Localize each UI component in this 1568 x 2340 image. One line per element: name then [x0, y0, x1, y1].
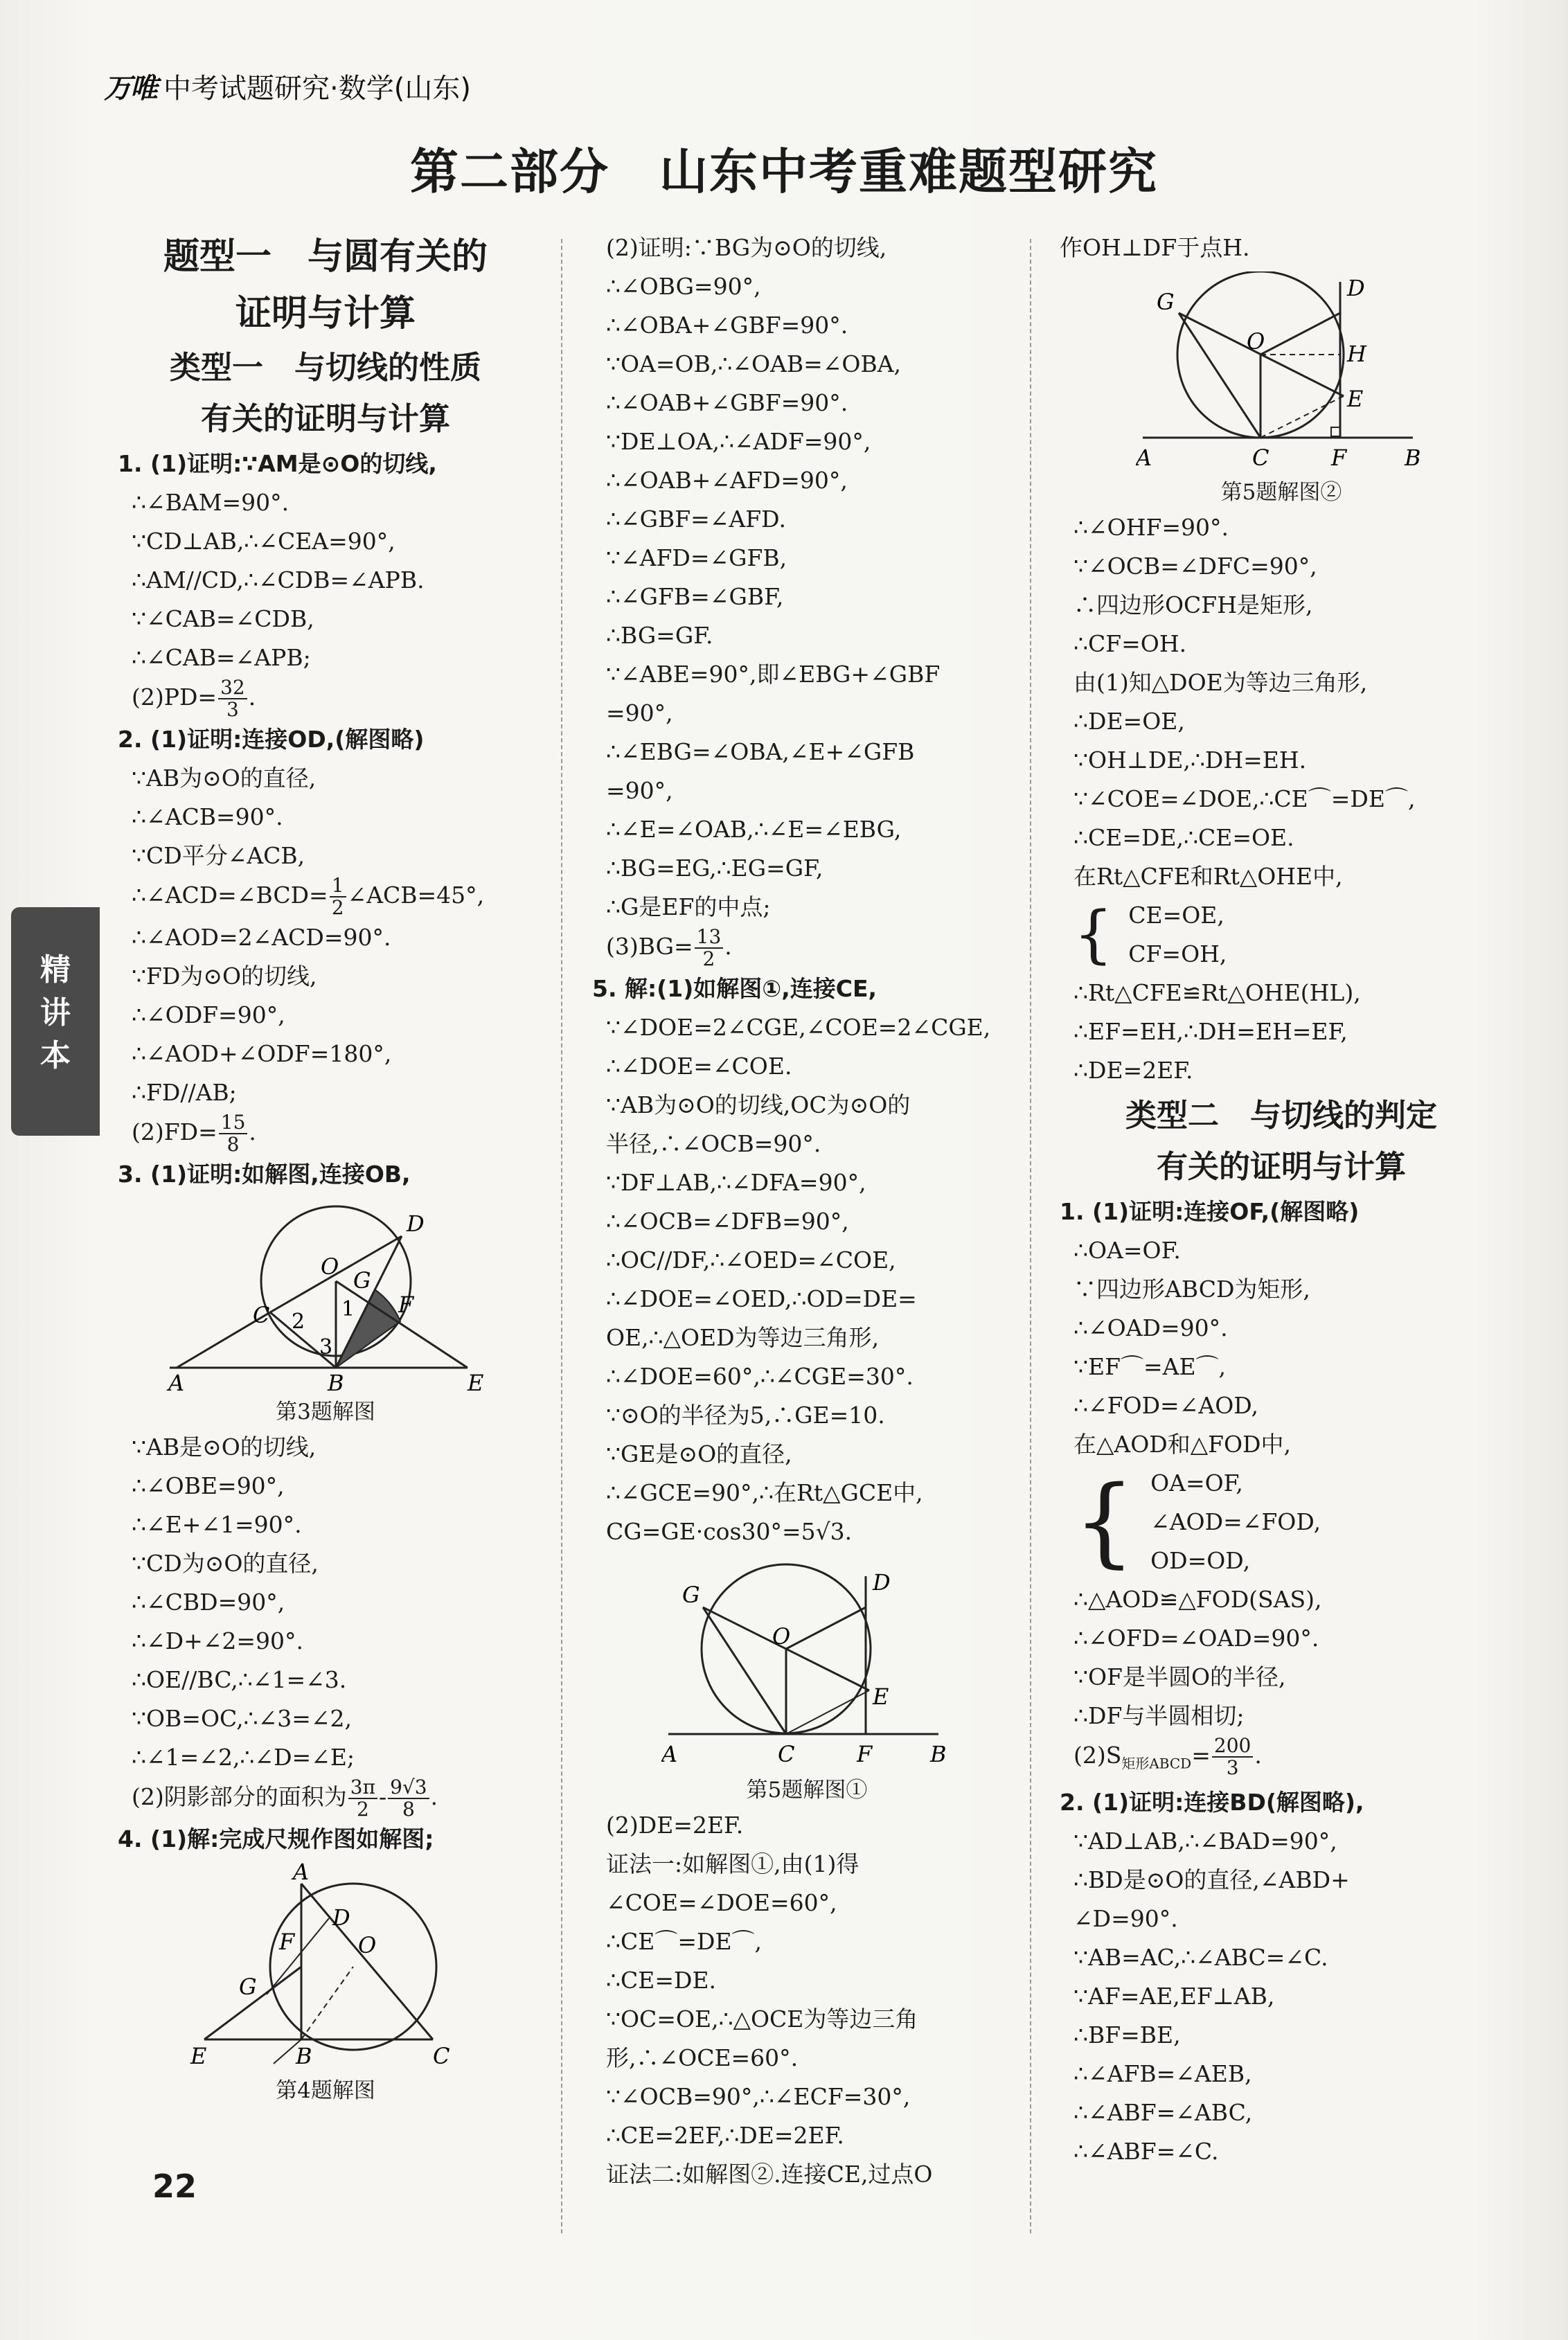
page-title: 第二部分 山东中考重难题型研究 — [410, 143, 1158, 200]
side-tab — [11, 907, 100, 1136]
fig4-label: E — [190, 2043, 207, 2069]
text-line: ∴∠OFD=∠OAD=90°. — [1073, 1625, 1319, 1652]
fig3-label: G — [353, 1267, 371, 1294]
fig5a-label: E — [873, 1683, 889, 1710]
text-line: ∴∠AFB=∠AEB, — [1073, 2060, 1252, 2087]
fig5a-label: B — [930, 1741, 947, 1767]
fig5b-label: E — [1347, 386, 1364, 412]
question-5-proof2 — [1060, 508, 1503, 896]
text-line: ∴G是EF的中点; — [606, 893, 771, 920]
text-line: ∴∠GCE=90°,∴在Rt△GCE中, — [606, 1479, 923, 1506]
text-line: 形,∴∠OCE=60°. — [606, 2044, 799, 2071]
fig4-label: B — [296, 2043, 312, 2069]
brace-symbol: { — [1073, 898, 1114, 971]
text-line: ∵OH⊥DE,∴DH=EH. — [1073, 747, 1307, 774]
fig5a-label: A — [661, 1741, 678, 1767]
question-2 — [118, 720, 533, 875]
text-line: 在Rt△CFE和Rt△OHE中, — [1073, 863, 1343, 890]
text-line: ∵CD⊥AB,∴∠CEA=90°, — [132, 528, 395, 555]
fig4-label: A — [293, 1863, 310, 1885]
text-line: ∴CE=DE,∴CE=OE. — [1073, 824, 1294, 851]
text-line: ∵OA=OB,∴∠OAB=∠OBA, — [606, 350, 902, 377]
text-line: 1. (1)证明:∵AM是⊙O的切线, — [118, 450, 437, 477]
question-5-conclusion — [1060, 974, 1503, 1090]
text-line: ∴四边形OCFH是矩形, — [1073, 591, 1313, 618]
answer-line: (2)FD= $\frac{15}{8}$ . — [132, 1111, 256, 1156]
text-line: ∴∠FOD=∠AOD, — [1073, 1392, 1259, 1419]
fig5a-label: C — [778, 1741, 795, 1767]
text-line: ∵∠CAB=∠CDB, — [132, 605, 314, 632]
text-line: ∵DF⊥AB,∴∠DFA=90°, — [606, 1169, 866, 1196]
brace-system — [1060, 896, 1503, 974]
text-line: ∴∠DOE=∠OED,∴OD=DE= — [606, 1285, 917, 1312]
text-line: ∴∠CBD=90°, — [132, 1589, 285, 1616]
fig5b-label: G — [1157, 289, 1175, 315]
text-line: ∴BG=EG,∴EG=GF, — [606, 855, 823, 882]
text-line: ∵∠AFD=∠GFB, — [606, 544, 787, 571]
text-line: ∴CE=DE. — [606, 1967, 717, 1994]
fig5b-label: F — [1331, 445, 1347, 471]
text-line: ∴OA=OF. — [1073, 1237, 1181, 1264]
fig5b-label: H — [1347, 341, 1366, 367]
text-line: ∴∠D+∠2=90°. — [132, 1627, 304, 1654]
figure-caption: 第3题解图 — [276, 1400, 375, 1424]
figure-4 — [163, 1863, 488, 2071]
question-5 — [592, 970, 1022, 1551]
text-line: ∴∠DOE=∠COE. — [606, 1053, 792, 1080]
fig3-label: E — [467, 1370, 484, 1392]
text-line: ∵∠DOE=2∠CGE,∠COE=2∠CGE, — [606, 1014, 991, 1041]
text-line: ∴DE=OE, — [1073, 708, 1185, 735]
text-line: ∵GE是⊙O的直径, — [606, 1440, 792, 1467]
fig5a-label: D — [873, 1569, 891, 1596]
text-line: ∴OC//DF,∴∠OED=∠COE, — [606, 1247, 896, 1274]
text-line: ∴∠CAB=∠APB; — [132, 644, 311, 671]
text-line: ∴∠OBG=90°, — [606, 273, 761, 300]
text-line: ∵AB为⊙O的切线,OC为⊙O的 — [606, 1091, 911, 1118]
text-line: ∵AB为⊙O的直径, — [132, 765, 317, 792]
fig5b-label: A — [1136, 445, 1152, 471]
text-line: ∵∠OCB=∠DFC=90°, — [1073, 553, 1317, 580]
text-line: ∵EF⌒=AE⌒, — [1073, 1353, 1227, 1380]
question-2-cont — [118, 918, 533, 1112]
text-line: =90°, — [606, 699, 673, 726]
fig3-label: 1 — [341, 1297, 355, 1321]
figure-caption: 第5题解图① — [746, 1778, 868, 1803]
text-line: ∴∠1=∠2,∴∠D=∠E; — [132, 1744, 355, 1771]
fig3-label: B — [328, 1370, 344, 1392]
type2-question-2 — [1060, 1783, 1503, 2171]
text-line: ∵OC=OE,∴△OCE为等边三角 — [606, 2006, 918, 2033]
fig3-label: O — [321, 1253, 339, 1280]
text-line: ∴∠AOD=2∠ACD=90°. — [132, 924, 391, 951]
fraction: $\frac{32}{3}$ — [218, 677, 247, 720]
figure-5b — [1136, 271, 1427, 472]
text-line: ∠AOD=∠FOD, — [1150, 1508, 1321, 1535]
brace-system — [1060, 1464, 1503, 1580]
fig5a-label: O — [772, 1623, 791, 1650]
text-line: CE=OE, — [1128, 902, 1224, 929]
text-line: ∴∠OAD=90°. — [1073, 1314, 1228, 1341]
answer-line: $(2)S_{矩形ABCD}=$ $\frac{200}{3}$ . — [1073, 1734, 1262, 1779]
fraction: $\frac{1}{2}$ — [330, 875, 346, 918]
text-line: ∴AM//CD,∴∠CDB=∠APB. — [132, 566, 425, 593]
text-line: ∴∠DOE=60°,∴∠CGE=30°. — [606, 1363, 914, 1390]
text-line: ∴BF=BE, — [1073, 2021, 1181, 2048]
text-line: 2. (1)证明:连接OD,(解图略) — [118, 726, 425, 753]
fig5a-label: F — [857, 1741, 873, 1767]
text-line: ∴Rt△CFE≌Rt△OHE(HL), — [1073, 979, 1361, 1006]
section-heading: 题型一 与圆有关的 — [163, 236, 488, 278]
text-line: (2)DE=2EF. — [606, 1812, 744, 1839]
fig3-label: F — [398, 1292, 414, 1318]
figure-5a — [661, 1555, 952, 1770]
subsection-heading: 有关的证明与计算 — [1156, 1148, 1406, 1185]
text-line: ∴OE//BC,∴∠1=∠3. — [132, 1666, 347, 1693]
text-line: ∵CD平分∠ACB, — [132, 842, 305, 869]
answer-line: (2)PD= $\frac{32}{3}$ . — [132, 676, 256, 721]
text-line: ∵AB=AC,∴∠ABC=∠C. — [1073, 1943, 1328, 1971]
question-3-cont — [118, 1428, 533, 1777]
fig3-label: D — [407, 1211, 425, 1237]
text-line: ∴∠AOD+∠ODF=180°, — [132, 1040, 392, 1067]
text-line: ∵DE⊥OA,∴∠ADF=90°, — [606, 428, 871, 455]
text-line: ∴EF=EH,∴DH=EH=EF, — [1073, 1018, 1348, 1045]
text-line: ∴∠OHF=90°. — [1073, 514, 1229, 541]
text-line: ∴FD//AB; — [132, 1079, 237, 1106]
fig4-label: G — [239, 1974, 257, 2000]
text-line: ∵AF=AE,EF⊥AB, — [1073, 1982, 1275, 2010]
text-line: ∠D=90°. — [1073, 1904, 1178, 1932]
text-line: CG=GE·cos30°=5√3. — [606, 1518, 853, 1545]
fraction: $\frac{3\pi}{2}$ — [348, 1777, 377, 1820]
text-line: ∵⊙O的半径为5,∴GE=10. — [606, 1402, 885, 1429]
fig4-label: F — [279, 1929, 295, 1955]
text-line: ∵OF是半圆O的半径, — [1073, 1663, 1286, 1690]
fig4-label: D — [332, 1904, 350, 1931]
fig5b-label: B — [1405, 445, 1421, 471]
figure-caption: 第4题解图 — [276, 2078, 375, 2103]
text-line: ∴∠GFB=∠GBF, — [606, 583, 784, 610]
fig5a-label: G — [682, 1582, 700, 1608]
fraction: $\frac{200}{3}$ — [1212, 1735, 1253, 1778]
text-line: OE,∴△OED为等边三角形, — [606, 1324, 880, 1351]
fig5b-label: C — [1252, 445, 1269, 471]
column-3 — [1060, 229, 1503, 2171]
subsection-heading: 有关的证明与计算 — [200, 400, 450, 437]
text-line: ∵∠ABE=90°,即∠EBG+∠GBF — [606, 661, 941, 688]
text-line: 2. (1)证明:连接BD(解图略), — [1060, 1788, 1364, 1816]
fraction: $\frac{9√3}{8}$ — [388, 1777, 429, 1820]
text-line: OA=OF, — [1150, 1470, 1243, 1497]
book-subtitle: 中考试题研究·数学(山东) — [163, 73, 471, 105]
fig5b-label: O — [1247, 328, 1265, 355]
fig4-label: C — [433, 2043, 450, 2069]
text-line: ∴∠E+∠1=90°. — [132, 1511, 302, 1538]
text-line: ∴∠GBF=∠AFD. — [606, 506, 786, 533]
page-number: 22 — [152, 2168, 197, 2205]
question-3: 3. (1)证明:如解图,连接OB, — [118, 1161, 411, 1188]
subsection-heading: 类型二 与切线的判定 — [1125, 1097, 1437, 1134]
text-line: ∴∠ABF=∠ABC, — [1073, 2098, 1253, 2126]
text-line: ∴BD是⊙O的直径,∠ABD+ — [1073, 1866, 1350, 1893]
answer-line: (3)BG= $\frac{13}{2}$ . — [606, 925, 732, 970]
fraction: $\frac{15}{8}$ — [219, 1112, 248, 1155]
text-line: ∴∠OAB+∠GBF=90°. — [606, 389, 848, 416]
text-line: ∴△AOD≌△FOD(SAS), — [1073, 1586, 1322, 1613]
text-line: ∵AD⊥AB,∴∠BAD=90°, — [1073, 1827, 1337, 1855]
column-1 — [118, 229, 533, 2107]
text-line: ∵∠COE=∠DOE,∴CE⌒=DE⌒, — [1073, 785, 1416, 812]
text-line: 由(1)知△DOE为等边三角形, — [1073, 669, 1368, 696]
answer-line: (2)阴影部分的面积为 $\frac{3\pi}{2}$ - $\frac{9√3}{8}$ . — [132, 1776, 438, 1821]
text-line: ∴∠OCB=∠DFB=90°, — [606, 1208, 849, 1235]
text-line: 1. (1)证明:连接OF,(解图略) — [1060, 1198, 1360, 1225]
figure-caption: 第5题解图② — [1220, 480, 1342, 505]
text-line: ∵AB是⊙O的切线, — [132, 1434, 317, 1461]
type2-question-1 — [1060, 1193, 1503, 1464]
text-line: ∴∠E=∠OAB,∴∠E=∠EBG, — [606, 816, 902, 843]
text-line: ∴∠OBE=90°, — [132, 1472, 285, 1499]
text-line: ∴DE=2EF. — [1073, 1057, 1193, 1084]
fig4-label: O — [358, 1932, 377, 1958]
running-header — [104, 66, 471, 106]
text-line: ∠COE=∠DOE=60°, — [606, 1889, 837, 1916]
text-line: (2)证明:∵BG为⊙O的切线, — [606, 234, 887, 261]
text-line: OD=OD, — [1150, 1547, 1251, 1574]
fig3-label: A — [168, 1370, 185, 1392]
text-line: 证法一:如解图①,由(1)得 — [606, 1850, 859, 1877]
text-line: 5. 解:(1)如解图①,连接CE, — [592, 975, 877, 1002]
text-line: ∴DF与半圆相切; — [1073, 1702, 1245, 1729]
text-line: ∵∠OCB=90°,∴∠ECF=30°, — [606, 2083, 911, 2110]
text-line: ∴CE=2EF,∴DE=2EF. — [606, 2122, 844, 2149]
answer-line: ∴∠ACD=∠BCD= $\frac{1}{2}$ ∠ACB=45°, — [132, 874, 485, 919]
side-tab-char: 精 — [40, 952, 71, 988]
text-line: ∵FD为⊙O的切线, — [132, 963, 317, 990]
question-4: 4. (1)解:完成尺规作图如解图; — [118, 1825, 434, 1852]
subsection-heading: 类型一 与切线的性质 — [169, 349, 481, 386]
text-line: ∴∠EBG=∠OBA,∠E+∠GFB — [606, 738, 915, 765]
text-line: 证法二:如解图②.连接CE,过点O — [606, 2161, 933, 2188]
type2-question-1-cont — [1060, 1580, 1503, 1735]
figure-3 — [163, 1198, 488, 1392]
question-1 — [118, 445, 533, 677]
fig3-label: 3 — [319, 1335, 333, 1359]
text-line: ∴CF=OH. — [1073, 630, 1187, 657]
text-line: 在△AOD和△FOD中, — [1073, 1431, 1291, 1458]
text-line: 半径,∴∠OCB=90°. — [606, 1130, 821, 1157]
text-line: ∵四边形ABCD为矩形, — [1073, 1276, 1310, 1303]
brand-logo: 万唯 — [104, 73, 157, 105]
text-line: ∴∠ODF=90°, — [132, 1001, 285, 1028]
text-line: ∵OB=OC,∴∠3=∠2, — [132, 1705, 352, 1732]
fraction: $\frac{13}{2}$ — [695, 927, 724, 970]
side-tab-label — [11, 907, 100, 1078]
brace-symbol: { — [1073, 1465, 1136, 1578]
column-2 — [592, 229, 1022, 2194]
text-line: ∵CD为⊙O的直径, — [132, 1550, 319, 1577]
text-line: CF=OH, — [1128, 940, 1227, 967]
fig3-label: 2 — [292, 1310, 305, 1334]
fig3-label: C — [253, 1302, 270, 1328]
text-line: ∴CE⌒=DE⌒, — [606, 1928, 763, 1955]
column-divider — [1030, 239, 1031, 2233]
section-heading: 证明与计算 — [235, 293, 416, 334]
fig5b-label: D — [1347, 275, 1365, 301]
question-4-part2 — [592, 229, 1022, 927]
column-divider — [561, 239, 562, 2233]
text-line: ∴∠ACB=90°. — [132, 803, 283, 830]
text-line: ∴∠OBA+∠GBF=90°. — [606, 312, 848, 339]
text-line: 作OH⊥DF于点H. — [1060, 234, 1250, 261]
text-line: ∴∠BAM=90°. — [132, 489, 289, 516]
text-line: ∴BG=GF. — [606, 622, 713, 649]
text-line: =90°, — [606, 777, 673, 804]
text-line: ∴∠ABF=∠C. — [1073, 2137, 1219, 2165]
side-tab-char: 讲 — [40, 995, 71, 1030]
question-5-part2 — [592, 1806, 1022, 2194]
side-tab-char: 本 — [40, 1038, 71, 1073]
text-line: ∴∠OAB+∠AFD=90°, — [606, 467, 848, 494]
